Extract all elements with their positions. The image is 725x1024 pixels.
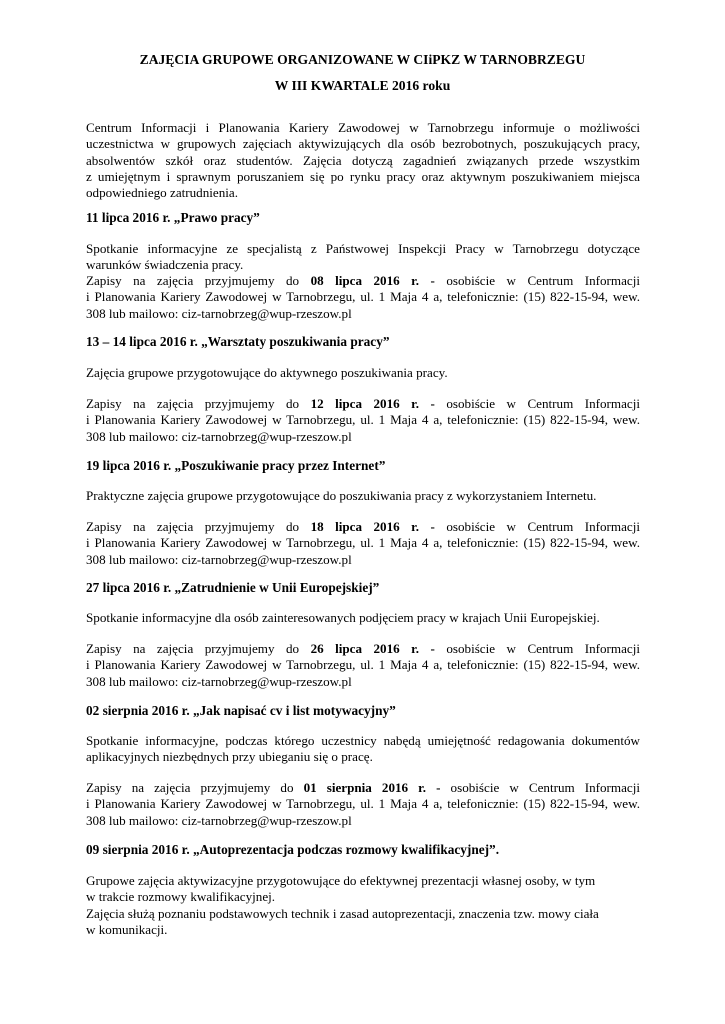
enrollment-line: 308 lub mailowo: ciz-tarnobrzeg@wup-rzeszow.pl (86, 812, 352, 828)
description-line: Praktyczne zajęcia grupowe przygotowujące do poszukiwania pracy z wykorzystaniem Internetu. (86, 488, 597, 503)
enrollment-prefix: Zapisy na zajęcia przyjmujemy do (86, 273, 300, 288)
enrollment-info (86, 519, 640, 568)
enrollment-line: 308 lub mailowo: ciz-tarnobrzeg@wup-rzeszow.pl (86, 551, 352, 567)
enrollment-line: 308 lub mailowo: ciz-tarnobrzeg@wup-rzeszow.pl (86, 673, 352, 689)
enrollment-deadline: 18 lipca 2016 r. - (310, 519, 435, 534)
enrollment-prefix: Zapisy na zajęcia przyjmujemy do (86, 519, 300, 534)
enrollment-line (86, 519, 640, 535)
enrollment-line: i Planowania Kariery Zawodowej w Tarnobrzegu, ul. 1 Maja 4 a, telefonicznie: (15) 822-15-94, wew. (86, 796, 640, 812)
description-line: warunków świadczenia pracy. (86, 257, 244, 273)
enrollment-suffix: osobiście w Centrum Informacji (446, 641, 640, 656)
event-heading: 11 lipca 2016 r. „Prawo pracy” (86, 210, 260, 225)
intro-line: absolwentów szkół oraz studentów. Zajęcia dotyczą zagadnień związanych przede wszystkim (86, 152, 640, 168)
event-heading: 27 lipca 2016 r. „Zatrudnienie w Unii Europejskiej” (86, 580, 380, 595)
enrollment-prefix: Zapisy na zajęcia przyjmujemy do (86, 780, 294, 795)
intro-line: z umiejętnym i sprawnym poruszaniem się po rynku pracy oraz aktywnym poszukiwaniem miejsca (86, 168, 640, 184)
event-description (86, 733, 640, 766)
enrollment-info (86, 273, 640, 322)
enrollment-line (86, 780, 640, 796)
enrollment-info (86, 641, 640, 690)
enrollment-suffix: osobiście w Centrum Informacji (446, 273, 640, 288)
event-heading: 09 sierpnia 2016 r. „Autoprezentacja podczas rozmowy kwalifikacyjnej”. (86, 842, 500, 857)
intro-line: Centrum Informacji i Planowania Kariery Zawodowej w Tarnobrzegu informuje o możliwości (86, 120, 640, 135)
description-line: Zajęcia grupowe przygotowujące do aktywnego poszukiwania pracy. (86, 365, 448, 380)
enrollment-line: 308 lub mailowo: ciz-tarnobrzeg@wup-rzeszow.pl (86, 428, 352, 444)
enrollment-prefix: Zapisy na zajęcia przyjmujemy do (86, 641, 300, 656)
event-heading: 02 sierpnia 2016 r. „Jak napisać cv i list motywacyjny” (86, 703, 396, 718)
description-line: aplikacyjnych niezbędnych przy ubieganiu się o pracę. (86, 749, 373, 765)
event-heading: 13 – 14 lipca 2016 r. „Warsztaty poszukiwania pracy” (86, 334, 390, 349)
enrollment-deadline: 08 lipca 2016 r. - (310, 273, 435, 288)
enrollment-line: 308 lub mailowo: ciz-tarnobrzeg@wup-rzeszow.pl (86, 305, 352, 321)
enrollment-prefix: Zapisy na zajęcia przyjmujemy do (86, 396, 300, 411)
document-title-line-2: W III KWARTALE 2016 roku (274, 78, 451, 93)
description-line: Grupowe zajęcia aktywizacyjne przygotowujące do efektywnej prezentacji własnej osoby, w tym (86, 873, 596, 888)
enrollment-suffix: osobiście w Centrum Informacji (446, 519, 640, 534)
event-description (86, 241, 640, 274)
enrollment-deadline: 01 sierpnia 2016 r. - (303, 780, 441, 795)
enrollment-deadline: 12 lipca 2016 r. - (310, 396, 435, 411)
description-line: w komunikacji. (86, 921, 168, 937)
enrollment-suffix: osobiście w Centrum Informacji (446, 396, 640, 411)
enrollment-deadline: 26 lipca 2016 r. - (310, 641, 435, 656)
description-line: Spotkanie informacyjne ze specjalistą z Państwowej Inspekcji Pracy w Tarnobrzegu dotyczące (86, 241, 640, 256)
enrollment-info (86, 396, 640, 445)
description-line: Spotkanie informacyjne, podczas którego uczestnicy nabędą umiejętność redagowania dokumentów (86, 733, 640, 748)
event-description (86, 873, 616, 938)
enrollment-line: i Planowania Kariery Zawodowej w Tarnobrzegu, ul. 1 Maja 4 a, telefonicznie: (15) 822-15-94, wew. (86, 657, 640, 673)
enrollment-line (86, 641, 640, 657)
enrollment-line (86, 396, 640, 412)
enrollment-line: i Planowania Kariery Zawodowej w Tarnobrzegu, ul. 1 Maja 4 a, telefonicznie: (15) 822-15-94, wew. (86, 289, 640, 305)
intro-line: uczestnictwa w grupowych zajęciach aktywizujących dla osób bezrobotnych, poszukujących pracy, (86, 136, 640, 152)
enrollment-info (86, 780, 640, 829)
event-heading: 19 lipca 2016 r. „Poszukiwanie pracy przez Internet” (86, 458, 386, 473)
event-description (86, 610, 640, 626)
enrollment-line: i Planowania Kariery Zawodowej w Tarnobrzegu, ul. 1 Maja 4 a, telefonicznie: (15) 822-15-94, wew. (86, 535, 640, 551)
event-description (86, 488, 640, 504)
intro-line: odpowiedniego zatrudnienia. (86, 185, 238, 201)
description-line: Zajęcia służą poznaniu podstawowych technik i zasad autoprezentacji, znaczenia tzw. mowy ciała (86, 905, 599, 921)
enrollment-line: i Planowania Kariery Zawodowej w Tarnobrzegu, ul. 1 Maja 4 a, telefonicznie: (15) 822-15-94, wew. (86, 412, 640, 428)
description-line: w trakcie rozmowy kwalifikacyjnej. (86, 889, 276, 905)
document-title-line-1: ZAJĘCIA GRUPOWE ORGANIZOWANE W CIiPKZ W TARNOBRZEGU (139, 52, 586, 67)
enrollment-suffix: osobiście w Centrum Informacji (450, 780, 641, 795)
event-description (86, 365, 640, 381)
description-line: Spotkanie informacyjne dla osób zainteresowanych podjęciem pracy w krajach Unii Europejskiej. (86, 610, 600, 625)
intro-paragraph (86, 120, 640, 201)
enrollment-line (86, 273, 640, 289)
